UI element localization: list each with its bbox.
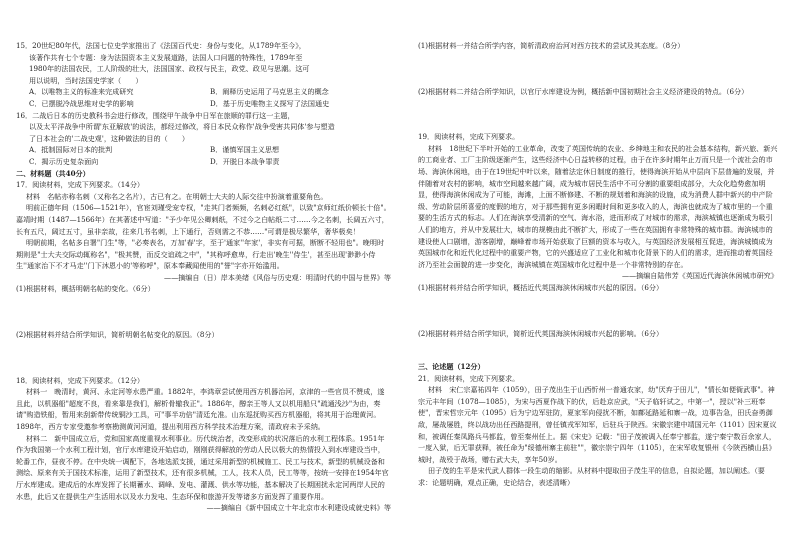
option-c: C．已摆脱冷战思维对史学的影响: [29, 98, 134, 108]
question-18-material-1: 材料一 晚清时，黄河、永定河等水患严重。1882年，李鸿章尝试使用西方机器治河，京津的一些官员不赞成，遂且此，以机器船"超度不良，看来靠是我们，解析骨辙我正"。1886年，醇亲王等人又以机用船只"疏通浅沙"为由，奏请"购造铁船，暂用来刮新带传统铜沙工具，可"事半功倍"清廷允准。山东巡抚购买西方机器船，将其用于治理黄河。1898年，西方专家受邀参考察勘测黄河河道，提出利用西方科学技术治理方案，清政府未予采纳。: [16, 387, 385, 432]
question-16: [16, 110, 391, 168]
question-19-source: ——摘编自陆伟芳《英国近代海滨休闲城市研究》: [621, 271, 778, 281]
answer-space: [418, 339, 778, 361]
question-18-part-2: (2)根据材料二并结合所学知识，以官厅水库建设为例，概括新中国初期社会主义经济建设的特点。（6分）: [418, 86, 749, 96]
question-15-options: [16, 86, 391, 109]
question-17-part-2: (2)根据材料并结合所学知识，简析明朝名帖变化的原因。（8分）: [16, 330, 219, 340]
question-19-part-1: (1)根据材料并结合所学知识，概括近代英国海滨休闲城市兴起的原因。（6分）: [418, 282, 664, 292]
option-d: D．开脱日本战争罪责: [210, 156, 280, 166]
question-18-heading: 18．阅读材料，完成下列要求。（12分）: [16, 375, 145, 385]
question-19: [418, 131, 778, 361]
option-a: A．抵制国际对日本的批判: [29, 145, 113, 155]
question-19-material: 材料 18世纪下半叶开始的工业革命，改变了英国传统的农业、乡绅地主和农民的社会基本结构，新兴旅、新兴的工商业者、工厂主阶级逐渐产生，这些经济中心日益转移的过程，由于在许多时期年止万而只是一个流社会的市场、海滨休闲地，由于在19世纪中叶以来，随着法定休日制度的推行，使得海滨开始从中层向下层普遍的发展，并伴随着对农村的影响，城市空间越来越广阔，成为城市居民生活中不可分割的重要组成部分，大众化趋势愈加明显，使得海滨休闲成为了可能，海滩，上面不断修建、不断的规划着和海滨的设施，成为消费人群中新兴的中产阶级、劳动阶层所喜爱的度假的地方，对于那些拥有更多闲暇时间和更多收入的人，海滨也就成为了城市里的一个重要的生活方式的标志。人们在海滨享受清新的空气、海水浴，进而形成了对城市的需求，海滨城镇也逐渐成为吸引人们的地方，并从中发展壮大，城市的规模由此不断扩大，形成了一些在英国拥有非常特殊的城市群。海滨城市的建设使人口剧增，游客剧增，巅峰着市场开始获取了巨额的资本与收入，与英国经济发展相互促进，海滨城镇成为英国城市化和近代化过程中的重要产物，它的兴盛适应了工业化和城市化背景下的人们的需求，进而推动着英国经济乃至社会面貌的进一步变化，海滨城镇在英国城市化过程中是一个非常特别的存在。: [418, 143, 778, 269]
question-15-line-2: 该著作共有七个专题：身为法国资本主义发展道路，法国人口问题的特殊性，1789年至: [29, 52, 303, 62]
option-c: C．揭示历史复杂面向: [29, 156, 99, 166]
question-20-material: 材料 宋仁宗嘉祐四年（1059），田子茂出生于山西忻州一普通农家，幼"厌弃于田儿"，"情长如便衙武事"。神宗元丰年间（1078—1085），为宋与西夏作战下的伏，后赴京应武，"天子临轩试之，中第一"，授以"补三班奉使"，晋宋哲宗元年（1095）后为宁边军驻防，夏家军向侵扰不断，如鄜延路延和寨一战，边事告急，田氏奋勇御敌，屡战屡胜，终以战功出任西路提刑，曾任镇戎军知军，后驻兵于陕西。宋徽宗建中靖国元年（1101）因宋夏议和，被调任秦凤路兵马都监，曾至秦州任上。据《宋史》记载："田子茂被调入任奉宁都监，遂宁秦宁数百余家人，一度入狱，后无罪获释，被任命为"绥德州寨主前驻""，徽宗崇宁四年（1105），在宋军收复银州《今陕西横山县》城时，战殁于战场，赠右武大夫，享年50岁。: [418, 385, 777, 464]
question-16-line-3: 了日本社会的'二战史观'，这种做法的目的（ ）: [29, 133, 189, 143]
question-18: [16, 375, 391, 514]
question-18-source: ——摘编自《新中国成立十年北京市水利建设成就史料》等: [206, 503, 391, 513]
question-17-heading: 17．阅读材料，完成下列要求。（14分）: [16, 180, 145, 190]
question-16-line-1: 16．二战后日本的历史教科书会进行修改，围绕甲午战争中日军在旅顺的罪行这一主题，: [16, 110, 295, 120]
question-16-options: [16, 144, 391, 167]
section-2-heading: 二、材料题（共40分）: [16, 168, 90, 178]
question-18-part-1: (1)根据材料一并结合所学内容，简析清政府治河对西方技术的尝试及其态度。（8分）: [418, 41, 685, 50]
question-20: [418, 373, 778, 489]
option-b: B．谨慎军国主义思想: [210, 145, 280, 155]
question-15-line-3: 1980年的法国农民，工人阶级的壮大，法国国家、政权与民主，政党、政见与思潮。这可: [29, 64, 310, 74]
option-a: A．以唯物主义的标准来完成研究: [29, 87, 134, 97]
left-column: [16, 40, 391, 514]
section-3-heading: 三、论述题（12分）: [418, 362, 485, 372]
question-19-part-2: (2)根据材料并结合所学知识，简析近代英国海滨休闲城市兴起的影响。（6分）: [418, 328, 664, 338]
question-17-material-para-1: 明前正德年间（1506—1521年），官宦刘瑾受宠专权，"走其门者频频，名刺必红纸"，以致"京师红纸价顿长十倍"。嘉靖时期（1487—1566年）在其著述中写道："予少年见公卿刺纸，不过今之白帖纸二寸……今之名刺，长阔五六寸，长有五尺，阔过五寸，虽非亲故，往来几书名刺，上下通行，否则需之不恭……"可谓是极尽繁华，奢华极矣！: [16, 203, 391, 236]
answer-space: [418, 294, 778, 328]
question-20-task: 田子茂的生平是宋代武人群体一段生动的缩影。从材料中提取田子茂生平的信息，自拟论题，加以阐述。（要求：论题明确，观点正确，史论结合，表述清晰）: [418, 466, 765, 488]
question-17: [16, 179, 391, 375]
question-16-line-2: 以及太平洋战争中所谓'东亚解放'的说法，都经过修改，将日本民众称作'战争受害共同体'参与塑造: [29, 122, 335, 132]
option-d: D．基于历史唯物主义探写了法国通史: [210, 98, 330, 108]
question-17-part-1: (1)根据材料，概括明朝名帖的变化。（6分）: [16, 284, 155, 294]
answer-space: [16, 341, 391, 375]
question-15: [16, 40, 391, 110]
question-17-source: ——摘编自（日）岸本美绪《风俗与历史观：明清时代的中国与世界》等: [164, 272, 391, 282]
answer-space: [16, 295, 391, 329]
question-17-material-para-2: 明朝前期，名帖多自署"门生"等，"必奏表名，万加'春'字，至于'通家''年家'，非实有可据，断断不轻用也"。晚明时期则是"士大夫交际动辄称名"，"极其赞，而反交谊疏之中"，"其称呼愈卑，行走出'晚生''侍生'，甚至出现'渺渺小侍生''通家治下不才马走''门下沐恩小的'等称呼"，原本奉藏闻使用的"誉"字亦开始滥用。: [16, 238, 385, 271]
answer-space: [418, 52, 778, 86]
question-17-material-intro: 材料 名帖亦称名刺（又称名之名片），古已有之。在明朝士大夫的人际交往中扮演着重要角色。: [25, 191, 328, 201]
answer-space: [418, 97, 778, 131]
question-18-material-2: 材料二 新中国成立后，党和国家高度重视水利事业。历代统治者，改变形成的状况落后的水利工程体系。1951年作为我国第一个水利工程计划，官厅水库建设开始启动，刚刚获得解放的劳动人民以极大的热情投入到水库建设当中，轮番工作，昼夜不停。在中央统一调配下，各地选派支援，通过采用新型的机械施工、民工与技术，新型的机械设备和测绘、原来有关于国技术标准，运用了新型技术，还有很多机械，工人，技术人员，民工等等，按统一安排在1954年官厅水库建成。建成后的水库发挥了长期蓄水、调峰、发电、灌溉、供水等功能，基本解决了长期困扰永定河两岸人民的水患，此后又在提供生产生活用水以及水力发电、生态环保和旅游开发等诸多方面发挥了重要作用。: [16, 433, 389, 501]
question-20-heading: 21．阅读材料，完成下列要求。: [418, 373, 520, 383]
question-15-line-4: 用以说明，当时法国史学家（ ）: [29, 75, 143, 85]
question-15-line-1: 15．20世纪80年代，法国七位史学家推出了《法国百代史：身份与变化，从1789年至今》，: [16, 41, 306, 50]
option-b: B．阐释历史运用了马克思主义的概念: [210, 87, 329, 97]
question-19-heading: 19．阅读材料，完成下列要求。: [418, 132, 520, 142]
right-column: [418, 40, 778, 489]
